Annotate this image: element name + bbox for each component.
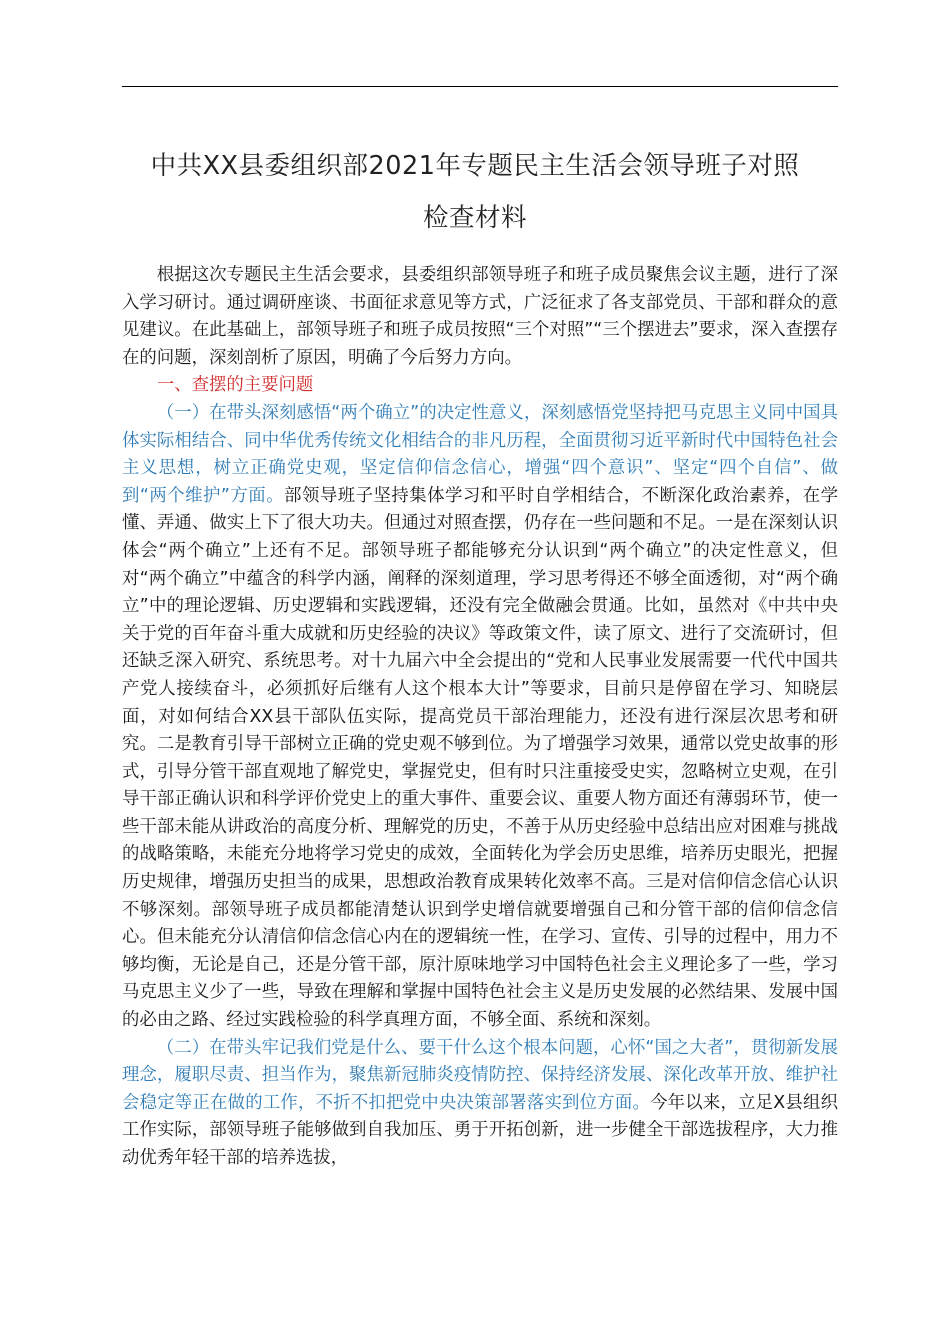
intro-paragraph: 根据这次专题民主生活会要求，县委组织部领导班子和班子成员聚焦会议主题，进行了深入学习研讨。通过调研座谈、书面征求意见等方式，广泛征求了各支部党员、干部和群众的意见建议。在此基础上，部领导班子和班子成员按照“三个对照”“三个摆进去”要求，深入查摆存在的问题，深刻剖析了原因，明确了今后努力方向。 [122, 265, 838, 368]
document-title [114, 140, 836, 244]
document-body [122, 262, 838, 1173]
item-1-body: 部领导班子坚持集体学习和平时自学相结合，不断深化政治素养，在学懂、弄通、做实上下了很大功夫。但通过对照查摆，仍存在一些问题和不足。一是在深刻认识体会“两个确立”上还有不足。部领导班子都能够充分认识到“两个确立”的决定性意义，但对“两个确立”中蕴含的科学内涵，阐释的深刻道理，学习思考得还不够全面透彻，对“两个确立”中的理论逻辑、历史逻辑和实践逻辑，还没有完全做融会贯通。比如，虽然对《中共中央关于党的百年奋斗重大成就和历史经验的决议》等政策文件，读了原文、进行了交流研讨，但还缺乏深入研究、系统思考。对十九届六中全会提出的“党和人民事业发展需要一代代中国共产党人接续奋斗，必须抓好后继有人这个根本大计”等要求，目前只是停留在学习、知晓层面，对如何结合XX县干部队伍实际，提高党员干部治理能力，还没有进行深层次思考和研究。二是教育引导干部树立正确的党史观不够到位。为了增强学习效果，通常以党史故事的形式，引导分管干部直观地了解党史，掌握党史，但有时只注重接受史实，忽略树立史观，在引导干部正确认识和科学评价党史上的重大事件、重要会议、重要人物方面还有薄弱环节，使一些干部未能从讲政治的高度分析、理解党的历史，不善于从历史经验中总结出应对困难与挑战的战略策略，未能充分地将学习党史的成效，全面转化为学会历史思维，培养历史眼光，把握历史规律，增强历史担当的成果，思想政治教育成果转化效率不高。三是对信仰信念信心认识不够深刻。部领导班子成员都能清楚认识到学史增信就要增强自己和分管干部的信仰信念信心。但未能充分认清信仰信念信心内在的逻辑统一性，在学习、宣传、引导的过程中，用力不够均衡，无论是自己，还是分管干部，原汁原味地学习中国特色社会主义理论多了一些，学习马克思主义少了一些，导致在理解和掌握中国特色社会主义是历史发展的必然结果、发展中国的必由之路、经过实践检验的科学真理方面，不够全面、系统和深刻。 [122, 485, 838, 1031]
header-rule [122, 86, 838, 87]
item-1-paragraph [122, 400, 838, 1035]
item-1-heading: （一）在带头深刻感悟“两个确立”的决定性意义，深刻感悟党坚持把马克思主义同中国具体实际相结合、同中华优秀传统文化相结合的非凡历程，全面贯彻习近平新时代中国特色社会主义思想，树立正确党史观，坚定信仰信念信心，增强“四个意识”、坚定“四个自信”、做到“两个维护”方面。 [122, 402, 838, 506]
item-2-body: 今年以来，立足X县组织工作实际，部领导班子能够做到自我加压、勇于开拓创新，进一步健全干部选拔程序，大力推动优秀年轻干部的培养选拔， [122, 1092, 838, 1168]
title-line-2: 检查材料 [422, 203, 527, 233]
item-2-paragraph [122, 1035, 838, 1173]
section-heading-1: 一、查摆的主要问题 [156, 375, 314, 396]
item-2-heading: （二）在带头牢记我们党是什么、要干什么这个根本问题，心怀“国之大者”，贯彻新发展理念，履职尽责、担当作为，聚焦新冠肺炎疫情防控、保持经济发展、深化改革开放、维护社会稳定等正在做的工作，不折不扣把党中央决策部署落实到位方面。 [122, 1037, 838, 1113]
title-line-1: 中共XX县委组织部2021年专题民主生活会领导班子对照 [150, 151, 800, 181]
